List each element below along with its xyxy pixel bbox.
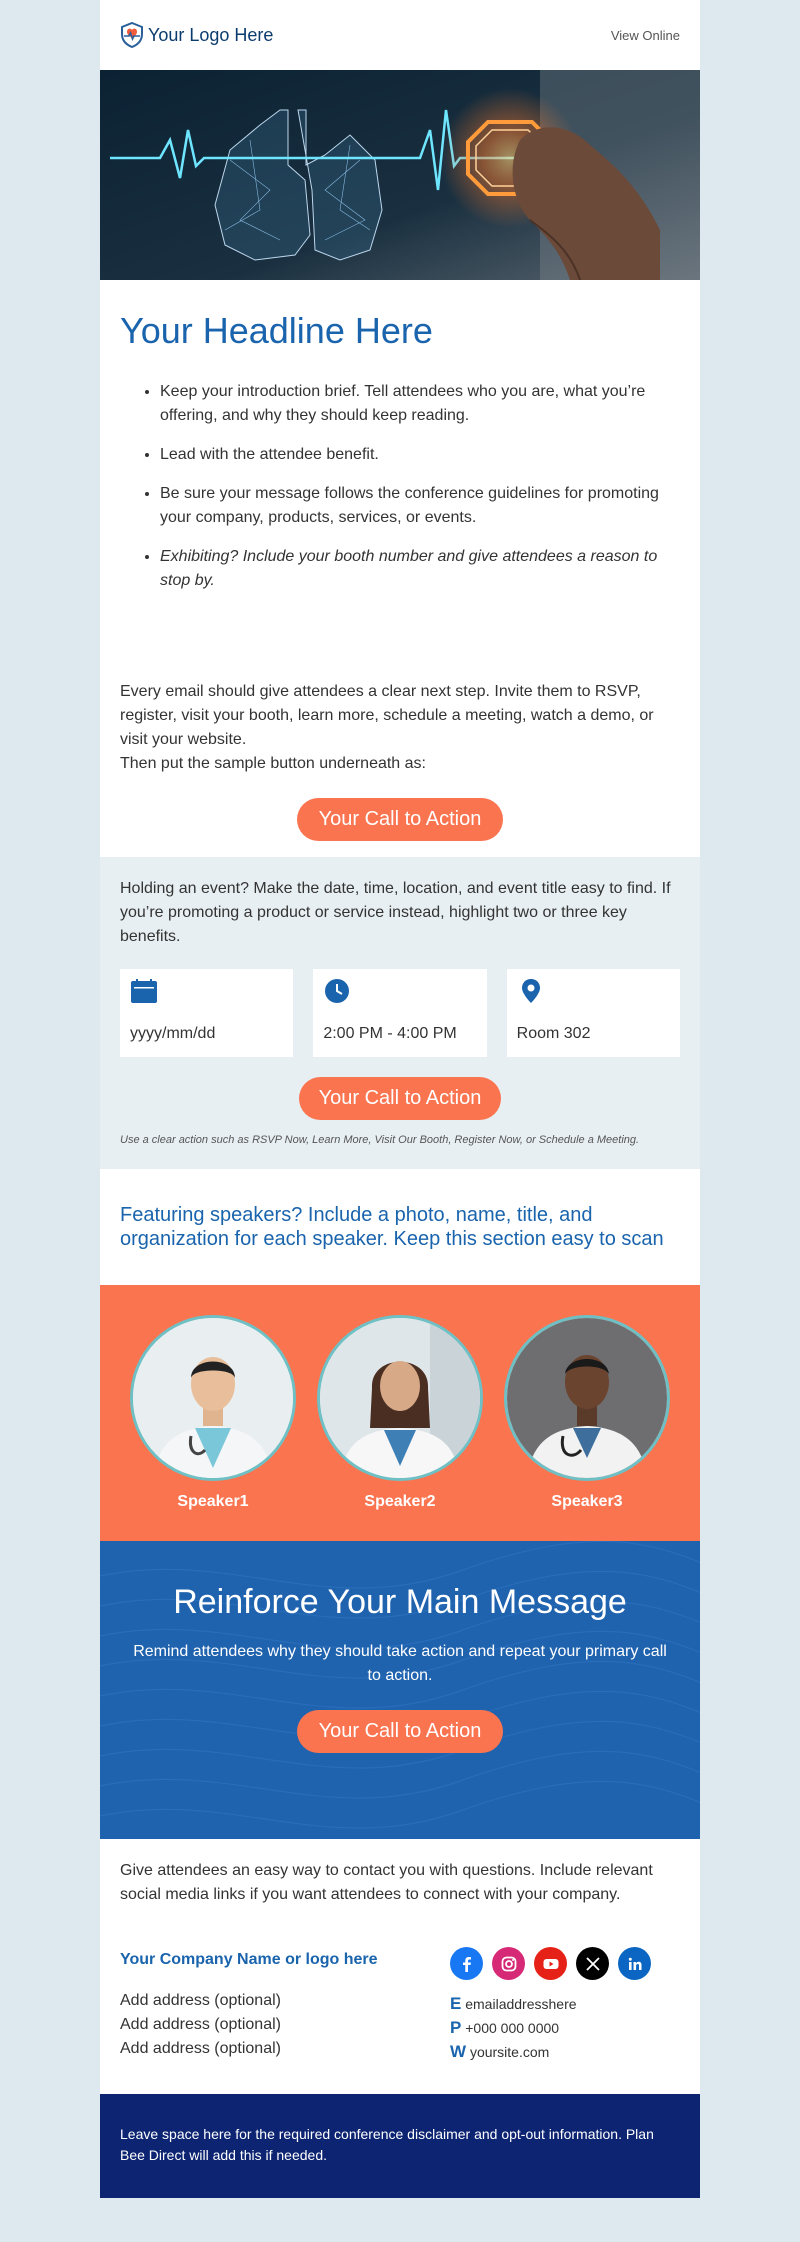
speaker-avatar xyxy=(130,1315,296,1481)
cta-intro-line: Then put the sample button underneath as: xyxy=(120,755,426,772)
social-links xyxy=(450,1947,680,1980)
speaker-photo xyxy=(133,1318,293,1478)
address-line: Add address (optional) xyxy=(120,2040,281,2057)
email-container xyxy=(100,0,700,2198)
event-details xyxy=(120,969,680,1057)
event-date: yyyy/mm/dd xyxy=(130,1025,216,1042)
speaker-photo xyxy=(320,1318,480,1478)
event-cta-wrapper xyxy=(120,1057,680,1132)
event-location-card xyxy=(507,969,680,1057)
reinforce-text: Remind attendees why they should take action and repeat your primary call to action. xyxy=(133,1643,667,1684)
bullet-item: • Lead with the attendee benefit. xyxy=(160,443,680,467)
clock-icon xyxy=(323,977,351,1005)
contact-details xyxy=(450,1947,680,2064)
event-date-card xyxy=(120,969,293,1057)
speaker-photo xyxy=(507,1318,667,1478)
bullet-item-exhibiting: • Exhibiting? Include your booth number and give attendees a reason to stop by. xyxy=(160,545,680,593)
intro-section xyxy=(100,280,700,630)
headline: Your Headline Here xyxy=(120,310,433,351)
footer-disclaimer: Leave space here for the required conference disclaimer and opt-out information. Plan Bee Direct will add this if needed. xyxy=(120,2126,654,2163)
cta-intro-line: Every email should give attendees a clear next step. Invite them to RSVP, register, visit your booth, learn more, schedule a meeting, watch a demo, or visit your website. xyxy=(120,683,654,748)
reinforce-cta-wrapper xyxy=(130,1688,670,1753)
phone-label: P xyxy=(450,2018,462,2037)
email-label: E xyxy=(450,1994,462,2013)
facebook-icon[interactable] xyxy=(450,1947,483,1980)
event-call-to-action-button[interactable]: Your Call to Action xyxy=(299,1077,502,1120)
cta-wrapper xyxy=(100,776,700,857)
call-to-action-button[interactable]: Your Call to Action xyxy=(297,798,504,841)
contact-section xyxy=(100,1839,700,2094)
contact-grid xyxy=(120,1947,680,2064)
address-line: Add address (optional) xyxy=(120,1992,281,2009)
location-pin-icon xyxy=(517,977,545,1005)
speaker-name: Speaker2 xyxy=(364,1493,436,1510)
company-name: Your Company Name or logo here xyxy=(120,1951,378,1968)
website-link[interactable]: yoursite.com xyxy=(469,2044,550,2060)
speaker-card xyxy=(504,1315,670,1541)
speaker-name: Speaker3 xyxy=(551,1493,623,1510)
event-location: Room 302 xyxy=(516,1025,591,1042)
reinforce-title: Reinforce Your Main Message xyxy=(173,1583,627,1621)
speaker-card xyxy=(317,1315,483,1541)
intro-bullet-list xyxy=(120,380,680,593)
email-address[interactable]: emailaddresshere xyxy=(465,1996,577,2012)
speaker-card xyxy=(130,1315,296,1541)
cta-intro-text xyxy=(100,630,700,776)
cta-note: Use a clear action such as RSVP Now, Learn More, Visit Our Booth, Register Now, or Schedule a Meeting. xyxy=(120,1134,640,1146)
contact-text: Give attendees an easy way to contact you with questions. Include relevant social media links if you want attendees to connect with your company. xyxy=(120,1862,653,1903)
youtube-icon[interactable] xyxy=(534,1947,567,1980)
company-info xyxy=(120,1947,450,2064)
reinforce-section xyxy=(100,1541,700,1839)
website-line xyxy=(450,2040,680,2064)
phone-number[interactable]: +000 000 0000 xyxy=(465,2020,560,2036)
bullet-item: • Be sure your message follows the conference guidelines for promoting your company, products, services, or events. xyxy=(160,482,680,530)
view-online-link[interactable]: View Online xyxy=(610,27,680,43)
instagram-icon[interactable] xyxy=(492,1947,525,1980)
calendar-icon xyxy=(130,977,158,1005)
event-description: Holding an event? Make the date, time, location, and event title easy to find. If you’re promoting a product or service instead, highlight two or three key benefits. xyxy=(120,880,671,945)
speakers-section xyxy=(100,1285,700,1541)
event-section xyxy=(100,857,700,1169)
email-line xyxy=(450,1992,680,2016)
email-header xyxy=(100,0,700,70)
event-time: 2:00 PM - 4:00 PM xyxy=(323,1025,457,1042)
speaker-avatar xyxy=(317,1315,483,1481)
event-time-card xyxy=(313,969,486,1057)
x-icon[interactable] xyxy=(576,1947,609,1980)
phone-line xyxy=(450,2016,680,2040)
footer xyxy=(100,2094,700,2198)
bullet-item: • Keep your introduction brief. Tell attendees who you are, what you’re offering, and why they should keep reading. xyxy=(160,380,680,428)
logo-shield-icon xyxy=(120,22,144,48)
address-line: Add address (optional) xyxy=(120,2016,281,2033)
linkedin-icon[interactable] xyxy=(618,1947,651,1980)
speakers-intro xyxy=(100,1169,700,1285)
speakers-intro-text: Featuring speakers? Include a photo, name, title, and organization for each speaker. Keep this section easy to scan xyxy=(120,1204,664,1250)
hero-image xyxy=(100,70,700,280)
reinforce-call-to-action-button[interactable]: Your Call to Action xyxy=(297,1710,504,1753)
logo-text: Your Logo Here xyxy=(148,24,274,45)
website-label: W xyxy=(450,2042,467,2061)
speaker-name: Speaker1 xyxy=(177,1493,249,1510)
logo[interactable] xyxy=(120,22,273,48)
hero-lungs-heartbeat-image xyxy=(100,70,700,280)
speaker-avatar xyxy=(504,1315,670,1481)
